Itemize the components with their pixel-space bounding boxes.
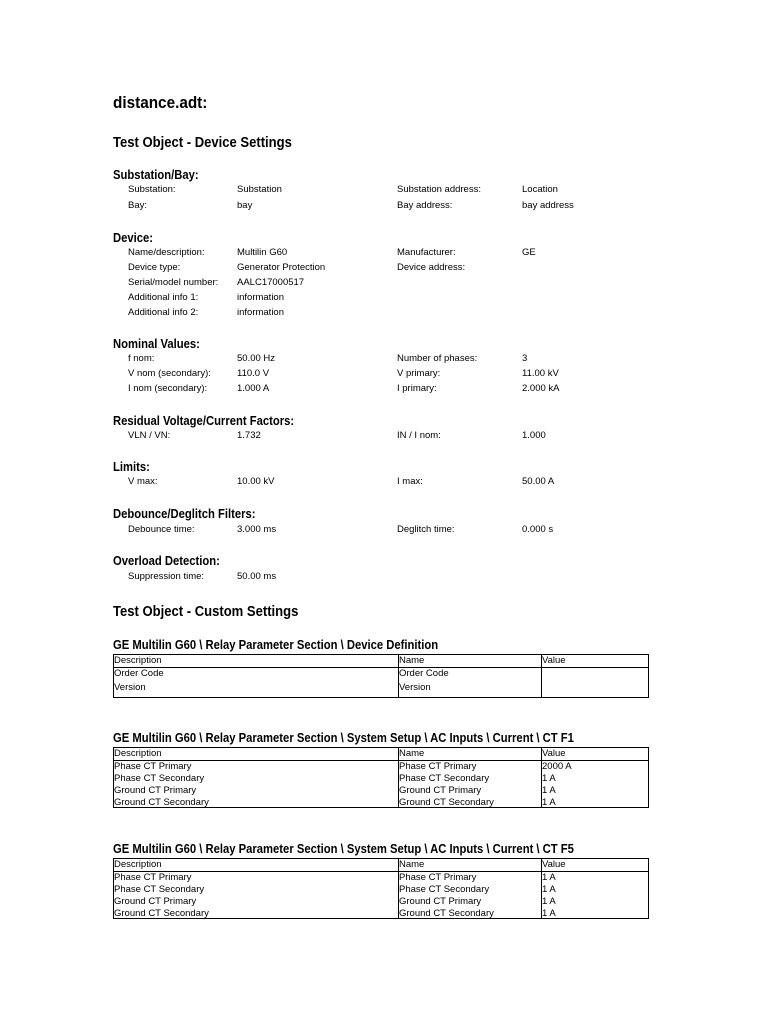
ct-f1-table — [113, 747, 649, 808]
field-value: bay — [237, 200, 253, 211]
substation-bay-heading: Substation/Bay: — [113, 168, 199, 182]
field-value: 11.00 kV — [522, 368, 559, 379]
field-label: Debounce time: — [128, 524, 195, 535]
field-value: Multilin G60 — [237, 247, 288, 258]
table-cell: 1 A — [542, 797, 556, 808]
column-header: Name — [399, 655, 425, 666]
column-header: Description — [114, 655, 162, 666]
document-title: distance.adt: — [113, 93, 208, 112]
column-header: Value — [542, 655, 566, 666]
field-value: Generator Protection — [237, 262, 326, 273]
field-value: 50.00 ms — [237, 571, 277, 582]
field-label: V primary: — [397, 368, 441, 379]
field-label: V nom (secondary): — [128, 368, 211, 379]
table-title-device-definition: GE Multilin G60 \ Relay Parameter Section \ Device Definition — [113, 638, 439, 652]
limits-heading: Limits: — [113, 460, 150, 474]
table-cell: 1 A — [542, 872, 556, 883]
device-settings-heading: Test Object - Device Settings — [113, 135, 292, 151]
field-label: Deglitch time: — [397, 524, 455, 535]
table-cell: Order Code — [114, 668, 164, 679]
field-value: Location — [522, 184, 558, 195]
table-cell: 1 A — [542, 896, 556, 907]
table-title-ct-f1: GE Multilin G60 \ Relay Parameter Section \ System Setup \ AC Inputs \ Current \ CT F1 — [113, 731, 574, 745]
field-label: Substation address: — [397, 184, 481, 195]
table-cell: Phase CT Secondary — [114, 884, 205, 895]
field-label: I primary: — [397, 383, 437, 394]
column-header: Description — [114, 748, 162, 759]
field-value: 110.0 V — [237, 368, 270, 379]
field-value: 10.00 kV — [237, 476, 275, 487]
field-label: IN / I nom: — [397, 430, 441, 441]
field-value: information — [237, 292, 284, 303]
table-cell: Ground CT Primary — [114, 896, 197, 907]
residual-factors-heading: Residual Voltage/Current Factors: — [113, 414, 295, 428]
field-value: 3.000 ms — [237, 524, 277, 535]
field-label: I nom (secondary): — [128, 383, 208, 394]
field-label: Suppression time: — [128, 571, 205, 582]
field-label: VLN / VN: — [128, 430, 171, 441]
field-label: Additional info 2: — [128, 307, 199, 318]
field-value: GE — [522, 247, 536, 258]
custom-settings-heading: Test Object - Custom Settings — [113, 604, 299, 620]
table-title-ct-f5: GE Multilin G60 \ Relay Parameter Section \ System Setup \ AC Inputs \ Current \ CT F5 — [113, 842, 574, 856]
field-value: Substation — [237, 184, 282, 195]
table-cell: Phase CT Primary — [114, 872, 192, 883]
field-value: 1.000 — [522, 430, 546, 441]
table-cell: Ground CT Secondary — [399, 908, 494, 919]
field-label: Number of phases: — [397, 353, 478, 364]
field-value: 50.00 A — [522, 476, 555, 487]
field-value: 1.732 — [237, 430, 261, 441]
field-label: Name/description: — [128, 247, 205, 258]
table-cell: Ground CT Primary — [114, 785, 197, 796]
column-header: Value — [542, 859, 566, 870]
table-cell: Version — [399, 682, 431, 693]
table-cell: Ground CT Primary — [399, 896, 482, 907]
table-cell: Order Code — [399, 668, 449, 679]
field-label: f nom: — [128, 353, 155, 364]
field-label: I max: — [397, 476, 423, 487]
column-header: Name — [399, 859, 425, 870]
table-cell: 1 A — [542, 785, 556, 796]
field-value: bay address — [522, 200, 574, 211]
column-header: Value — [542, 748, 566, 759]
table-cell: Phase CT Secondary — [399, 884, 490, 895]
table-cell: 1 A — [542, 773, 556, 784]
field-value: information — [237, 307, 284, 318]
field-label: Additional info 1: — [128, 292, 199, 303]
overload-heading: Overload Detection: — [113, 554, 220, 568]
nominal-values-heading: Nominal Values: — [113, 337, 200, 351]
column-header: Description — [114, 859, 162, 870]
field-label: Device type: — [128, 262, 181, 273]
table-cell: Ground CT Secondary — [399, 797, 494, 808]
table-cell: Ground CT Secondary — [114, 908, 209, 919]
field-label: V max: — [128, 476, 158, 487]
ct-f5-table — [113, 858, 649, 919]
table-cell: Phase CT Primary — [114, 761, 192, 772]
field-value: 2.000 kA — [522, 383, 560, 394]
debounce-heading: Debounce/Deglitch Filters: — [113, 507, 256, 521]
field-value: 1.000 A — [237, 383, 270, 394]
table-cell: 1 A — [542, 884, 556, 895]
table-cell: Version — [114, 682, 146, 693]
table-cell: 2000 A — [542, 761, 572, 772]
field-label: Bay address: — [397, 200, 453, 211]
table-cell: Phase CT Secondary — [399, 773, 490, 784]
table-cell: 1 A — [542, 908, 556, 919]
field-label: Manufacturer: — [397, 247, 456, 258]
field-value: 3 — [522, 353, 528, 364]
field-label: Substation: — [128, 184, 176, 195]
table-cell: Ground CT Primary — [399, 785, 482, 796]
table-cell: Phase CT Primary — [399, 872, 477, 883]
field-label: Serial/model number: — [128, 277, 219, 288]
field-label: Bay: — [128, 200, 148, 211]
field-value: AALC17000517 — [237, 277, 305, 288]
table-cell: Phase CT Secondary — [114, 773, 205, 784]
column-header: Name — [399, 748, 425, 759]
table-cell: Phase CT Primary — [399, 761, 477, 772]
table-cell: Ground CT Secondary — [114, 797, 209, 808]
field-value: 0.000 s — [522, 524, 554, 535]
device-definition-table — [113, 654, 649, 698]
field-value: 50.00 Hz — [237, 353, 276, 364]
field-label: Device address: — [397, 262, 466, 273]
device-heading: Device: — [113, 231, 154, 245]
